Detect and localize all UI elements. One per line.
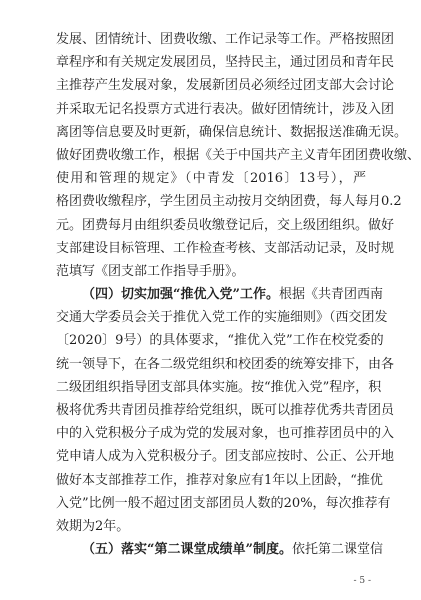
text-line: 支部建设目标管理、工作检查考核、支部活动记录，及时规 bbox=[56, 240, 395, 256]
text-line: 元。团费每月由组织委员收缴登记后，交上级团组织。做好 bbox=[56, 217, 395, 233]
text-line: 发展、团情统计、团费收缴、工作记录等工作。严格按照团 bbox=[56, 32, 395, 47]
section-4-text-line: 党申请人成为入党积极分子。团支部应按时、公正、公开地 bbox=[56, 449, 395, 465]
section-4-text-line: 中的入党积极分子成为党的发展对象，也可推荐团员中的入 bbox=[56, 426, 395, 442]
paragraph-party-recommendation bbox=[56, 306, 395, 538]
section-5-heading: （五）落实“第二课堂成绩单”制度。 bbox=[82, 542, 292, 558]
section-4-text-line: 交通大学委员会关于推优入党工作的实施细则》（西交团发 bbox=[56, 310, 388, 326]
paragraph-league-work bbox=[56, 28, 421, 283]
section-4-text-line: 入党”比例一般不超过团支部团员人数的20%，每次推荐有 bbox=[56, 495, 391, 511]
page-number: - 5 - bbox=[353, 576, 371, 586]
section-4-text-line: 统一领导下，在各二级党组织和校团委的统筹安排下，由各 bbox=[56, 356, 395, 372]
text-line: 并采取无记名投票方式进行表决。做好团情统计，涉及入团 bbox=[56, 101, 395, 117]
section-4-text-line: 做好本支部推荐工作，推荐对象应有1年以上团龄，“推优 bbox=[56, 472, 383, 488]
section-4-first-line bbox=[56, 283, 383, 306]
section-4-text-line: 二级团组织指导团支部具体实施。按“推优入党”程序，积 bbox=[56, 379, 382, 395]
text-line: 范填写《团支部工作指导手册》。 bbox=[56, 263, 245, 279]
section-4-text-line: 效期为2年。 bbox=[56, 518, 130, 534]
section-4-text-line: 〔2020〕9号）的具体要求，“推优入党”工作在校党委的 bbox=[56, 333, 384, 349]
section-4-heading: （四）切实加强“推优入党”工作。 bbox=[82, 287, 279, 303]
text-line: 使用和管理的规定》（中青发〔2016〕13号），严 bbox=[56, 171, 366, 187]
text-line: 格团费收缴程序，学生团员主动按月交纳团费，每人每月0.2 bbox=[56, 194, 402, 210]
section-5-first-line-text: 依托第二课堂信 bbox=[291, 542, 383, 558]
text-line: 主推荐产生发展对象，发展新团员必须经过团支部大会讨论 bbox=[56, 78, 395, 94]
text-line: 章程序和有关规定发展团员，坚持民主，通过团员和青年民 bbox=[56, 55, 395, 71]
section-5-first-line bbox=[56, 538, 383, 561]
section-4-first-line-text: 根据《共青团西南 bbox=[278, 287, 383, 303]
document-body bbox=[56, 28, 421, 561]
text-line: 做好团费收缴工作，根据《关于中国共产主义青年团团费收缴、 bbox=[56, 147, 421, 163]
text-line: 离团等信息要及时更新，确保信息统计、数据报送准确无误。 bbox=[56, 124, 408, 140]
section-4-text-line: 极将优秀共青团员推荐给党组织，既可以推荐优秀共青团员 bbox=[56, 403, 395, 418]
